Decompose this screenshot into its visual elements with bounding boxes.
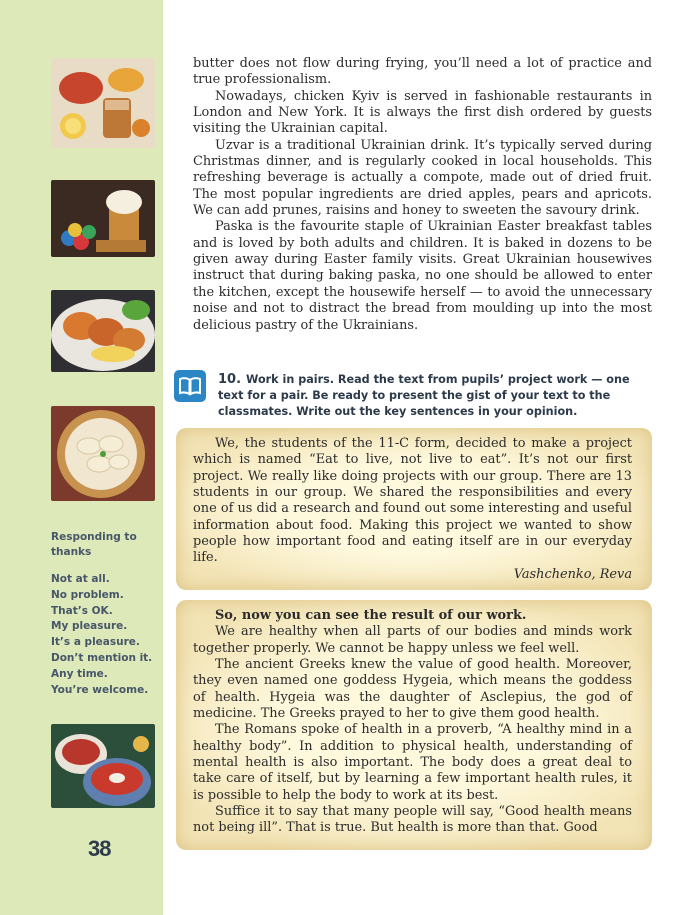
lead-sentence: So, now you can see the result of our work.: [215, 608, 527, 623]
paragraph: We, the students of the 11-C form, decided to make a project which is named “Eat to live, not live to eat”. It’s not our first project. We really like doing projects with our group. There are 13 students in our group. We shared the responsibilities and every one of us did a research and found out some interesting and useful information about food. Making this project we wanted to show people how important food and eating itself are in our everyday life.: [193, 436, 632, 566]
chicken-kyiv-photo: [51, 290, 155, 372]
book-icon: [174, 370, 206, 402]
uzvar-drink-photo: [51, 58, 155, 148]
paragraph: Uzvar is a traditional Ukrainian drink. It’s typically served during Christmas dinner, and is regularly cooked in local households. This refreshing beverage is actually a compote, made out of dried fruit. The most popular ingredients are dried apples, pears and apricots. We can add prunes, raisins and honey to sweeten the savoury drink.: [193, 137, 652, 219]
paska-photo: [51, 180, 155, 257]
paragraph: We are healthy when all parts of our bodies and minds work together properly. We cannot be happy unless we feel well.: [193, 624, 632, 656]
sidebar-heading: Responding to thanks: [51, 531, 137, 558]
paragraph: Suffice it to say that many people will say, “Good health means not being ill”. That is true. But health is more than that. Good: [193, 804, 632, 836]
paragraph: The Romans spoke of health in a proverb, “A healthy mind in a healthy body”. In addition to physical health, understanding of mental health is also important. The body does a great deal to take care of itself, but by learning a few important health rules, it is possible to help the body to work at its best.: [193, 722, 632, 803]
phrase-item: No problem.: [51, 588, 124, 601]
task-text: Work in pairs. Read the text from pupils’ project work — one text for a pair. Be ready to present the gist of your text to the classmates. Write out the key sentences in your opinion.: [218, 373, 630, 418]
phrase-item: Not at all.: [51, 573, 110, 585]
phrase-item: Don’t mention it.: [51, 651, 153, 664]
page-number: 38: [88, 836, 111, 861]
phrase-item: That’s OK.: [51, 604, 113, 617]
phrase-list: [51, 572, 159, 698]
borscht-photo: [51, 724, 155, 808]
paragraph: Nowadays, chicken Kyiv is served in fashionable restaurants in London and New York. It is always the first dish ordered by guests visiting the Ukrainian capital.: [193, 88, 652, 137]
paragraph: Paska is the favourite staple of Ukrainian Easter breakfast tables and is loved by both adults and children. It is baked in dozens to be given away during Easter family visits. Great Ukrainian housewives instruct that during baking paska, no one should be allowed to enter the kitchen, except the housewife herself — to avoid the unnecessary noise and not to distract the bread from moulding up into the most delicious pastry of the Ukrainians.: [193, 219, 652, 333]
task-instruction: [218, 372, 652, 420]
project-text-1: [193, 436, 632, 583]
phrase-item: You’re welcome.: [51, 683, 149, 696]
phrase-item: My pleasure.: [51, 620, 128, 633]
main-text: [193, 56, 652, 334]
phrase-item: It’s a pleasure.: [51, 636, 140, 649]
author-credit: Vashchenko, Reva: [513, 566, 632, 582]
project-text-2: [193, 608, 632, 837]
paragraph: The ancient Greeks knew the value of good health. Moreover, they even named one goddess Hygeia, which means the goddess of health. Hygeia was the daughter of Asclepius, the god of medicine. The Greeks prayed to her to give them good health.: [193, 657, 632, 722]
task-number: 10.: [218, 372, 242, 387]
paragraph: butter does not flow during frying, you’ll need a lot of practice and true professionalism.: [193, 56, 652, 88]
varenyky-photo: [51, 406, 155, 501]
phrase-item: Any time.: [51, 667, 108, 680]
